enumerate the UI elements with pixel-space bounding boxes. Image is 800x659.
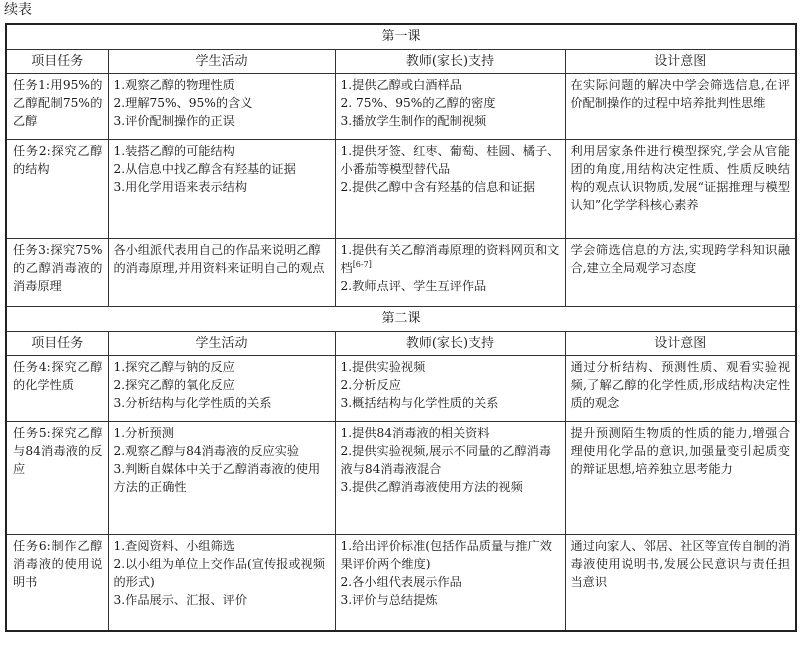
- task-cell: 任务4:探究乙醇的化学性质: [6, 356, 108, 422]
- teacher-support-item: 2.各小组代表展示作品: [340, 575, 462, 589]
- student-activity-cell: [108, 422, 335, 535]
- table-row: [6, 140, 796, 239]
- teacher-support-cell: [335, 74, 565, 140]
- student-activity-cell: [108, 356, 335, 422]
- column-header: 设计意图: [565, 332, 796, 356]
- column-header: 教师(家长)支持: [335, 332, 565, 356]
- teacher-support-item: 1.提供乙醇或白酒样品: [340, 78, 462, 92]
- lesson-title: 第二课: [6, 307, 796, 332]
- lesson-plan-table: [5, 23, 797, 632]
- teacher-support-cell: [335, 239, 565, 307]
- teacher-support-cell: [335, 422, 565, 535]
- teacher-support-item: 2.提供实验视频,展示不同量的乙醇消毒液与84消毒液混合: [340, 444, 552, 476]
- task-cell: 任务5:探究乙醇与84消毒液的反应: [6, 422, 108, 535]
- teacher-support-item: 3.评价与总结提炼: [340, 593, 438, 607]
- table-row: [6, 74, 796, 140]
- student-activity-item: 3.评价配制操作的正误: [113, 114, 235, 128]
- student-activity-cell: [108, 239, 335, 307]
- student-activity-item: 3.分析结构与化学性质的关系: [113, 396, 272, 410]
- teacher-support-item: 3.播放学生制作的配制视频: [340, 114, 487, 128]
- column-header: 学生活动: [108, 332, 335, 356]
- student-activity-cell: [108, 140, 335, 239]
- teacher-support-cell: [335, 535, 565, 631]
- caption: 续表: [4, 2, 32, 18]
- table-row: [6, 422, 796, 535]
- design-intent-cell: 学会筛选信息的方法,实现跨学科知识融合,建立全局观学习态度: [565, 239, 796, 307]
- student-activity-cell: [108, 535, 335, 631]
- student-activity-item: 3.用化学用语来表示结构: [113, 180, 248, 194]
- student-activity-item: 2.从信息中找乙醇含有羟基的证据: [113, 162, 296, 176]
- teacher-support-item: 1.提供有关乙醇消毒原理的资料网页和文档[6-7]: [340, 243, 560, 275]
- lesson-title-row: [6, 307, 796, 332]
- task-cell: 任务6:制作乙醇消毒液的使用说明书: [6, 535, 108, 631]
- student-activity-item: 2.探究乙醇的氧化反应: [113, 378, 235, 392]
- student-activity-item: 1.装搭乙醇的可能结构: [113, 144, 235, 158]
- teacher-support-cell: [335, 356, 565, 422]
- task-cell: 任务3:探究75%的乙醇消毒液的消毒原理: [6, 239, 108, 307]
- teacher-support-item: 3.提供乙醇消毒液使用方法的视频: [340, 480, 523, 494]
- teacher-support-item: 2. 75%、95%的乙醇的密度: [340, 96, 496, 110]
- student-activity-item: 2.观察乙醇与84消毒液的反应实验: [113, 444, 300, 458]
- task-cell: 任务2:探究乙醇的结构: [6, 140, 108, 239]
- teacher-support-cell: [335, 140, 565, 239]
- column-header: 学生活动: [108, 50, 335, 74]
- header-row: [6, 332, 796, 356]
- teacher-support-item: 2.教师点评、学生互评作品: [340, 279, 487, 293]
- column-header: 项目任务: [6, 332, 108, 356]
- design-intent-cell: 通过向家人、邻居、社区等宣传自制的消毒液使用说明书,发展公民意识与责任担当意识: [565, 535, 796, 631]
- student-activity-item: 各小组派代表用自己的作品来说明乙醇的消毒原理,并用资料来证明自己的观点: [113, 243, 325, 275]
- task-cell: 任务1:用95%的乙醇配制75%的乙醇: [6, 74, 108, 140]
- lesson-title-row: [6, 24, 796, 50]
- column-header: 设计意图: [565, 50, 796, 74]
- student-activity-item: 1.探究乙醇与钠的反应: [113, 360, 235, 374]
- teacher-support-item: 1.提供牙签、红枣、葡萄、桂圆、橘子、小番茄等模型替代品: [340, 144, 560, 176]
- teacher-support-item: 1.提供实验视频: [340, 360, 426, 374]
- header-row: [6, 50, 796, 74]
- student-activity-item: 1.观察乙醇的物理性质: [113, 78, 235, 92]
- design-intent-cell: 提升预测陌生物质的性质的能力,增强合理使用化学品的意识,加强量变引起质变的辩证思想,培养独立思考能力: [565, 422, 796, 535]
- design-intent-cell: 通过分析结构、预测性质、观看实验视频,了解乙醇的化学性质,形成结构决定性质的观念: [565, 356, 796, 422]
- student-activity-item: 1.查阅资料、小组筛选: [113, 539, 235, 553]
- column-header: 教师(家长)支持: [335, 50, 565, 74]
- teacher-support-item: 2.提供乙醇中含有羟基的信息和证据: [340, 180, 535, 194]
- table-row: [6, 239, 796, 307]
- reference-superscript: [6-7]: [352, 259, 372, 269]
- teacher-support-item: 2.分析反应: [340, 378, 401, 392]
- design-intent-cell: 利用居家条件进行模型探究,学会从官能团的角度,用结构决定性质、性质反映结构的观点认识物质,发展“证据推理与模型认知”化学学科核心素养: [565, 140, 796, 239]
- student-activity-item: 2.理解75%、95%的含义: [113, 96, 253, 110]
- table-row: [6, 535, 796, 631]
- column-header: 项目任务: [6, 50, 108, 74]
- teacher-support-item: 3.概括结构与化学性质的关系: [340, 396, 499, 410]
- student-activity-item: 2.以小组为单位上交作品(宣传报或视频的形式): [113, 557, 325, 589]
- table-row: [6, 356, 796, 422]
- student-activity-cell: [108, 74, 335, 140]
- student-activity-item: 3.作品展示、汇报、评价: [113, 593, 248, 607]
- teacher-support-item: 1.提供84消毒液的相关资料: [340, 426, 490, 440]
- lesson-title: 第一课: [6, 24, 796, 50]
- student-activity-item: 3.判断自媒体中关于乙醇消毒液的使用方法的正确性: [113, 462, 321, 494]
- student-activity-item: 1.分析预测: [113, 426, 174, 440]
- design-intent-cell: 在实际问题的解决中学会筛选信息,在评价配制操作的过程中培养批判性思维: [565, 74, 796, 140]
- teacher-support-item: 1.给出评价标准(包括作品质量与推广效果评价两个维度): [340, 539, 552, 571]
